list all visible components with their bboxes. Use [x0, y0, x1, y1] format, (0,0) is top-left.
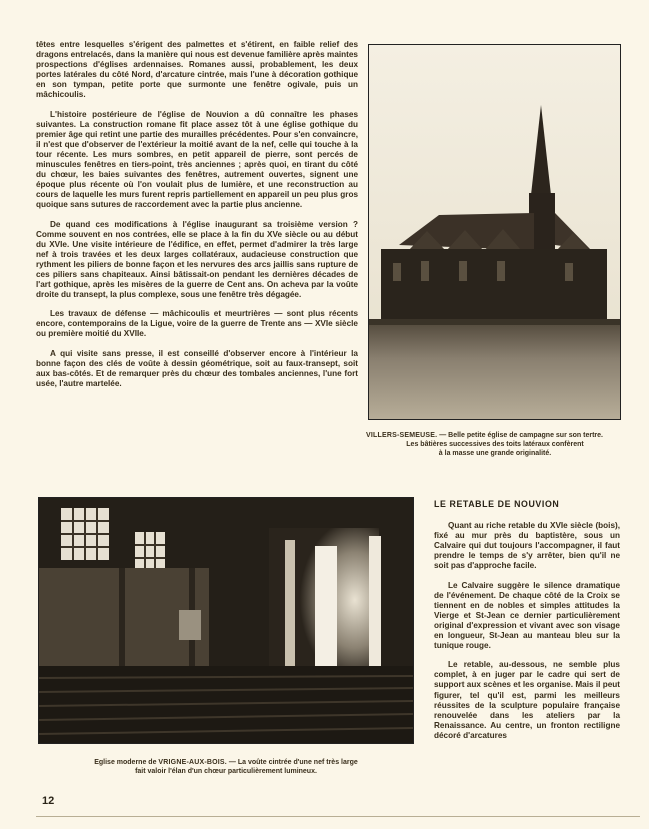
- article-left-column: [36, 40, 358, 398]
- article-right-column: [434, 499, 620, 750]
- paragraph: A qui visite sans presse, il est conseillé d'observer encore à l'intérieur la bonne façon des clés de voûte à dessin géométrique, soit au faux-transept, soit aux bas-côtés. Et de remarquer près du chœur des tombales anciennes, l'une fort usée, l'autre martelée.: [36, 348, 358, 388]
- church-caption: [366, 431, 624, 458]
- paragraph: De quand ces modifications à l'église inaugurant sa troisième version ? Comme souvent en nos contrées, elle se place à la fin du XVe siècle ou au début du XVIe. Une visite intérieure de l'édifice, en effet, permet d'admirer la très large nef à trois travées et les deux larges collatéraux, audacieuse construction que rythment les piliers de bonne façon et les nervures des arcs jaillis sans rupture de ces piliers sans chapiteaux. Ainsi bâtissait-on pendant les dernières décades de l'art gothique, après les misères de la guerre de Cent ans. On acheva par la voûte droite du transept, la plus complexe, sous une fenêtre très dégagée.: [36, 219, 358, 300]
- section-heading: LE RETABLE DE NOUVION: [434, 499, 560, 509]
- caption-place: VRIGNE-AUX-BOIS.: [158, 759, 227, 766]
- interior-caption: [52, 758, 400, 776]
- paragraph: L'histoire postérieure de l'église de Nouvion a dû connaître les phases suivantes. La construction romane fit place assez tôt à une église gothique du premier âge qui retint une partie des murailles précédentes. Pour s'en convaincre, il n'est que d'observer de l'extérieur la moitié avant de la nef, celle qui touche à la tour récente. Les murs sombres, en petit appareil de pierre, sont percés de minuscules fenêtres en tiers-point, très anciennes ; après quoi, en tirant du côté du chœur, les baies suivantes des fenêtres, autrement ouvertes, signent une époque plus récente où l'on voulait plus de lumière, et une reconstruction au cours de laquelle les murs furent repris partiellement en appareil un peu plus gros quoique sans sutures de raccordement avec la partie plus ancienne.: [36, 109, 358, 210]
- caption-text: fait valoir l'élan d'un chœur particulièrement lumineux.: [135, 768, 317, 775]
- paragraph: Les travaux de défense — mâchicoulis et meurtrières — sont plus récents encore, contemporains de la Ligue, voire de la guerre de Trente ans — XVIe siècle ou première moitié du XVIIe.: [36, 309, 358, 339]
- paragraph: Le retable, au-dessous, ne semble plus complet, à en juger par le cadre qui sert de support aux scènes et les organise. Mais il peut figurer, tel qu'il est, parmi les meilleurs réussites de la sculpture populaire française renouvelée dans les ateliers par la Renaissance. Au centre, un fronton rectiligne décoré d'arcatures: [434, 660, 620, 740]
- caption-text: — La voûte cintrée d'une nef très large: [226, 759, 358, 766]
- caption-text: à la masse une grande originalité.: [438, 450, 552, 457]
- paragraph: Quant au riche retable du XVIe siècle (bois), fixé au mur près du baptistère, sous un Calvaire qui dut toujours l'accompagner, il faut prendre le temps de s'y arrêter, bien qu'il ne soit pas d'approche facile.: [434, 521, 620, 571]
- caption-place: VILLERS-SEMEUSE.: [366, 432, 438, 439]
- paragraph: Le Calvaire suggère le silence dramatique de l'événement. De chaque côté de la Croix se tiennent en de nobles et simples attitudes la Vierge et St-Jean ce dernier particulièrement original d'expression et vivant avec son visage en longueur, St-Jean au manteau bleu sur la tunique rouge.: [434, 580, 620, 651]
- page-number: 12: [42, 795, 55, 807]
- divider: [36, 816, 640, 817]
- church-photo: [368, 44, 621, 420]
- caption-text: — Belle petite église de campagne sur son tertre.: [437, 432, 603, 439]
- caption-text: Eglise moderne de: [94, 759, 159, 766]
- paragraph: têtes entre lesquelles s'érigent des palmettes et s'étirent, en faible relief des dragons entrelacés, dans la manière qui nous est devenue familière après maintes prospections d'églises ardennaises. Romanes aussi, probablement, les deux portes latérales du côté Nord, d'arcature cintrée, mais l'une à décoration gothique en son tympan, petite porte que surmonte une fenêtre ogivale, puis un mâchicoulis.: [36, 40, 358, 100]
- caption-text: Les bâtières successives des toits latéraux confèrent: [406, 441, 584, 448]
- church-interior-photo: [38, 497, 414, 744]
